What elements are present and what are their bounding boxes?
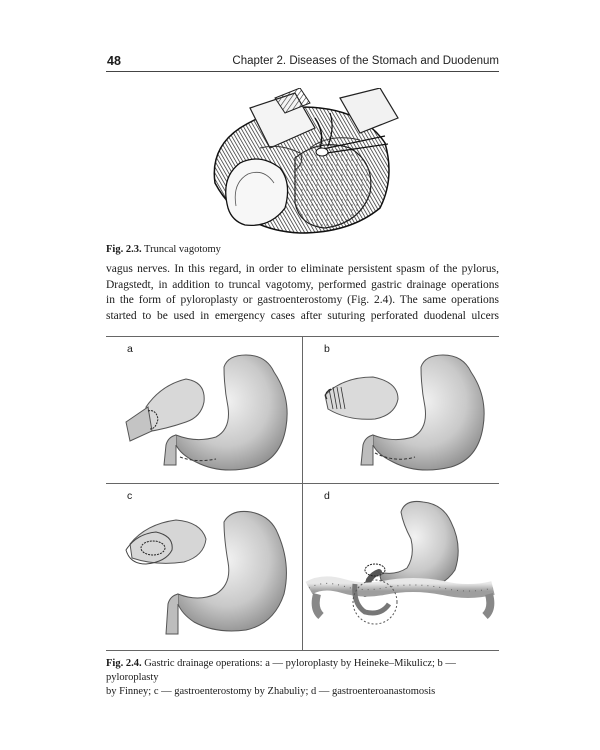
stomach-pyloroplasty-finney-icon	[303, 337, 499, 483]
panel-a-label: a	[127, 343, 133, 355]
running-head: Chapter 2. Diseases of the Stomach and Duodenum	[232, 55, 499, 67]
stomach-gastroenterostomy-icon	[106, 484, 302, 650]
stomach-gastroenteroanastomosis-icon	[303, 484, 499, 650]
panel-d-label: d	[324, 490, 330, 502]
surgical-illustration-icon	[200, 88, 400, 236]
body-line: Dragstedt, in addition to truncal vagotomy, performed gastric drainage operations	[106, 278, 499, 291]
panel-d	[303, 484, 499, 630]
body-line: in the form of pyloroplasty or gastroenterostomy (Fig. 2.4). The same operations	[106, 294, 499, 306]
panel-a	[106, 337, 302, 483]
figure-2-4-caption-line2: by Finney; c — gastroenterostomy by Zhabuliy; d — gastroenteroanastomosis	[106, 686, 436, 697]
panel-b-label: b	[324, 343, 330, 355]
figure-2-3-label: Fig. 2.3.	[106, 244, 142, 255]
body-line: started to be used in emergency cases after suturing perforated duodenal ulcers	[106, 309, 499, 322]
body-paragraph	[106, 262, 499, 324]
figure-2-4-caption-line1: Gastric drainage operations: a — pyloroplasty by Heineke–Mikulicz; b — pyloroplasty	[106, 658, 456, 683]
page-number: 48	[107, 54, 121, 68]
figure-2-3-illustration	[200, 88, 400, 236]
figure-2-4-panels	[106, 336, 499, 651]
panel-b	[303, 337, 499, 483]
panel-c-label: c	[127, 490, 133, 502]
figure-2-3-caption	[106, 243, 221, 257]
figure-2-3-caption-text: Truncal vagotomy	[144, 244, 221, 255]
body-line: vagus nerves. In this regard, in order to eliminate persistent spasm of the pylorus,	[106, 263, 499, 275]
stomach-pyloroplasty-heineke-icon	[106, 337, 302, 483]
figure-2-4-label: Fig. 2.4.	[106, 658, 142, 669]
figure-2-4-caption	[106, 657, 500, 699]
panel-c	[106, 484, 302, 630]
header-rule	[106, 71, 499, 72]
